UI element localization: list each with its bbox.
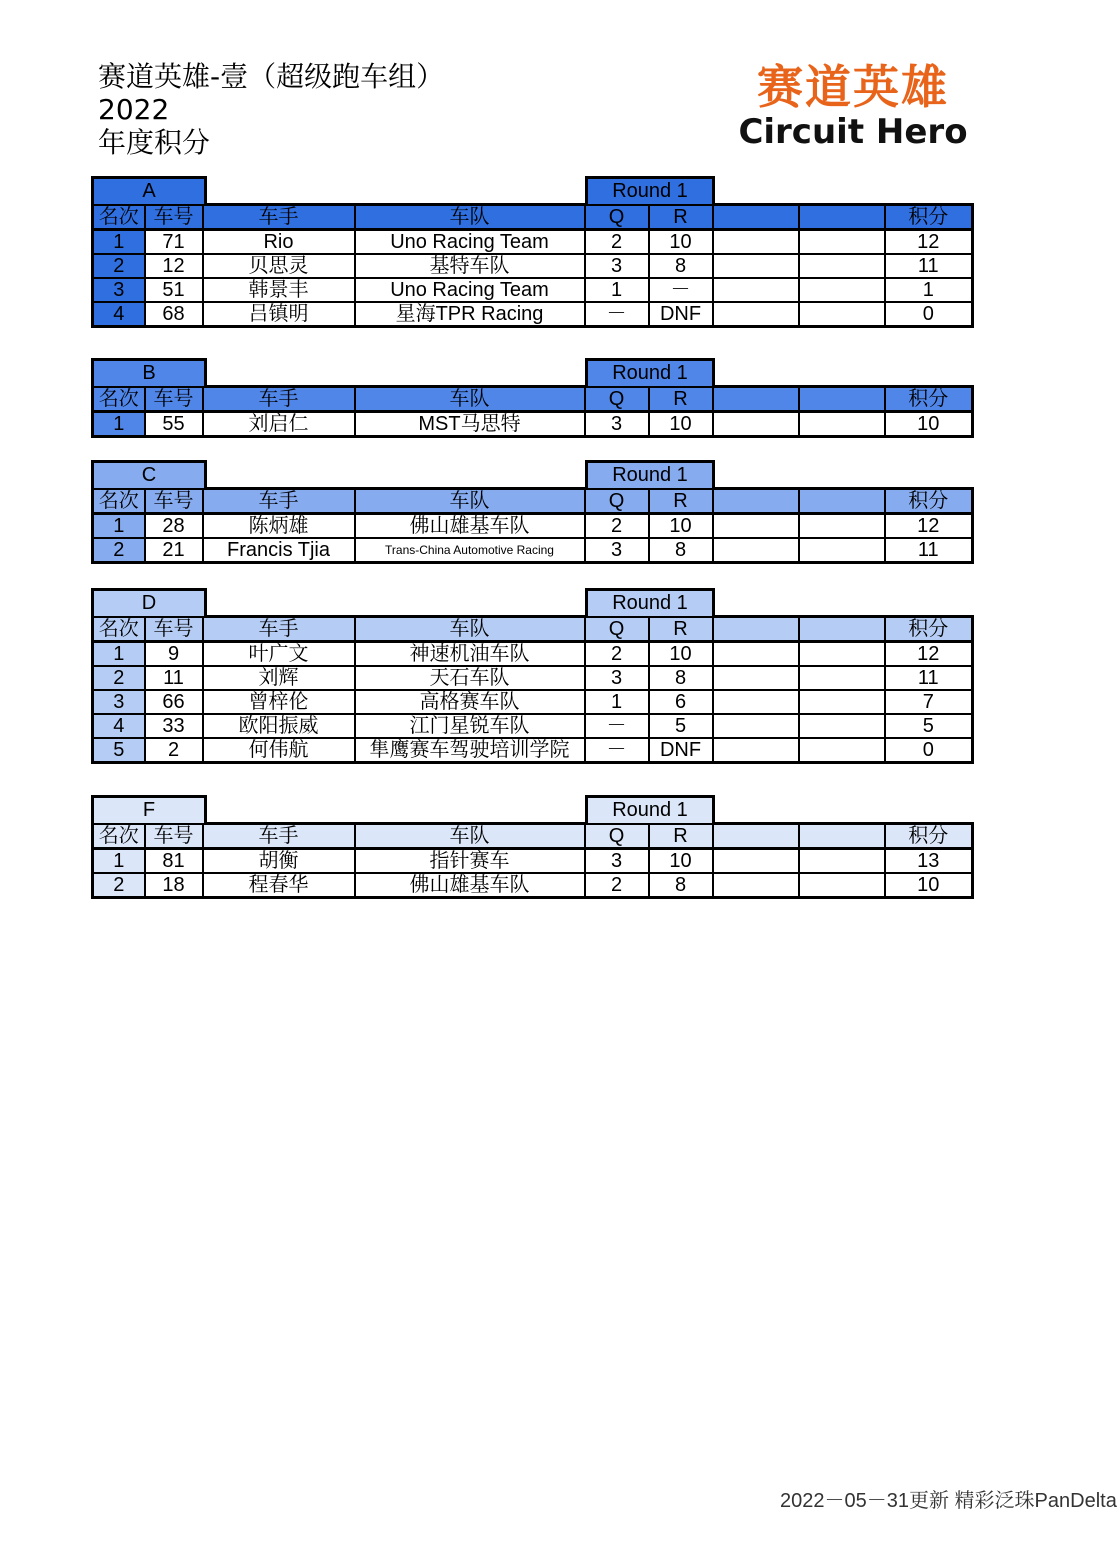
column-header: 车手: [203, 489, 355, 514]
race-cell: 10: [649, 514, 713, 539]
empty-cell: [713, 538, 799, 563]
car-number-cell: 28: [145, 514, 203, 539]
qualifying-cell: 2: [585, 514, 649, 539]
team-cell: MST马思特: [355, 412, 585, 437]
group-header-row: [91, 358, 974, 385]
driver-cell: Rio: [203, 230, 355, 255]
empty-cell: [713, 690, 799, 714]
column-header: R: [649, 489, 713, 514]
team-cell: 佛山雄基车队: [355, 514, 585, 539]
rank-cell: 1: [93, 230, 145, 255]
car-number-cell: 9: [145, 642, 203, 667]
rank-cell: 2: [93, 254, 145, 278]
round-label: Round 1: [585, 358, 715, 386]
group-header-row: [91, 176, 974, 203]
qualifying-cell: 3: [585, 666, 649, 690]
empty-cell: [713, 738, 799, 763]
round-label: Round 1: [585, 795, 715, 823]
team-cell: 江门星锐车队: [355, 714, 585, 738]
column-header: 车手: [203, 387, 355, 412]
driver-cell: 欧阳振威: [203, 714, 355, 738]
empty-cell: [799, 849, 885, 874]
qualifying-cell: －: [585, 302, 649, 327]
qualifying-cell: 2: [585, 230, 649, 255]
column-header: 积分: [885, 489, 973, 514]
column-header: 车号: [145, 387, 203, 412]
group-b-standings: [91, 358, 974, 438]
column-header: 车队: [355, 205, 585, 230]
points-cell: 11: [885, 254, 973, 278]
column-header: 车号: [145, 617, 203, 642]
car-number-cell: 51: [145, 278, 203, 302]
qualifying-cell: 2: [585, 873, 649, 898]
empty-cell: [799, 412, 885, 437]
car-number-cell: 2: [145, 738, 203, 763]
footer-watermark: 2022－05－31更新 精彩泛珠PanDelta: [780, 1490, 1117, 1512]
points-cell: 12: [885, 514, 973, 539]
column-header: 车队: [355, 824, 585, 849]
standings-table: [91, 487, 974, 564]
group-header-row: [91, 460, 974, 487]
table-header-row: [93, 489, 973, 514]
table-row: [93, 738, 973, 763]
column-header: [713, 617, 799, 642]
column-header: 车手: [203, 824, 355, 849]
column-header: Q: [585, 205, 649, 230]
column-header: R: [649, 387, 713, 412]
group-label: D: [91, 588, 207, 616]
empty-cell: [799, 538, 885, 563]
points-cell: 11: [885, 666, 973, 690]
driver-cell: 贝思灵: [203, 254, 355, 278]
column-header: [799, 205, 885, 230]
group-label: C: [91, 460, 207, 488]
qualifying-cell: 3: [585, 849, 649, 874]
empty-cell: [713, 666, 799, 690]
table-row: [93, 849, 973, 874]
column-header: 积分: [885, 617, 973, 642]
empty-cell: [799, 690, 885, 714]
team-cell: Trans-China Automotive Racing: [355, 538, 585, 563]
driver-cell: 胡衡: [203, 849, 355, 874]
table-header-row: [93, 617, 973, 642]
empty-cell: [713, 278, 799, 302]
column-header: [713, 387, 799, 412]
car-number-cell: 11: [145, 666, 203, 690]
rank-cell: 1: [93, 642, 145, 667]
empty-cell: [713, 302, 799, 327]
driver-cell: 刘辉: [203, 666, 355, 690]
empty-cell: [799, 278, 885, 302]
standings-table: [91, 385, 974, 438]
qualifying-cell: 3: [585, 412, 649, 437]
column-header: 积分: [885, 824, 973, 849]
car-number-cell: 71: [145, 230, 203, 255]
race-cell: －: [649, 278, 713, 302]
car-number-cell: 66: [145, 690, 203, 714]
column-header: [713, 489, 799, 514]
table-row: [93, 690, 973, 714]
team-cell: Uno Racing Team: [355, 230, 585, 255]
race-cell: DNF: [649, 738, 713, 763]
driver-cell: 何伟航: [203, 738, 355, 763]
page-header: [98, 60, 444, 159]
round-label: Round 1: [585, 460, 715, 488]
column-header: Q: [585, 489, 649, 514]
column-header: 车手: [203, 617, 355, 642]
group-label: B: [91, 358, 207, 386]
column-header: R: [649, 617, 713, 642]
column-header: [713, 205, 799, 230]
empty-cell: [799, 666, 885, 690]
qualifying-cell: 3: [585, 254, 649, 278]
column-header: [799, 824, 885, 849]
standings-table: [91, 615, 974, 764]
column-header: Q: [585, 824, 649, 849]
points-cell: 0: [885, 738, 973, 763]
group-header-row: [91, 588, 974, 615]
column-header: 名次: [93, 387, 145, 412]
group-header-row: [91, 795, 974, 822]
table-header-row: [93, 205, 973, 230]
column-header: 车队: [355, 387, 585, 412]
column-header: 车队: [355, 617, 585, 642]
table-row: [93, 666, 973, 690]
empty-cell: [713, 412, 799, 437]
table-header-row: [93, 824, 973, 849]
points-cell: 12: [885, 230, 973, 255]
rank-cell: 3: [93, 690, 145, 714]
points-cell: 1: [885, 278, 973, 302]
driver-cell: Francis Tjia: [203, 538, 355, 563]
qualifying-cell: 1: [585, 278, 649, 302]
column-header: 名次: [93, 489, 145, 514]
race-cell: DNF: [649, 302, 713, 327]
team-cell: 指针赛车: [355, 849, 585, 874]
round-label: Round 1: [585, 588, 715, 616]
race-cell: 10: [649, 849, 713, 874]
empty-cell: [799, 514, 885, 539]
empty-cell: [713, 514, 799, 539]
points-cell: 10: [885, 412, 973, 437]
empty-cell: [713, 849, 799, 874]
car-number-cell: 33: [145, 714, 203, 738]
rank-cell: 4: [93, 302, 145, 327]
column-header: 车号: [145, 205, 203, 230]
race-cell: 5: [649, 714, 713, 738]
table-row: [93, 302, 973, 327]
table-row: [93, 230, 973, 255]
column-header: 积分: [885, 205, 973, 230]
car-number-cell: 81: [145, 849, 203, 874]
car-number-cell: 21: [145, 538, 203, 563]
qualifying-cell: 1: [585, 690, 649, 714]
empty-cell: [799, 230, 885, 255]
group-c-standings: [91, 460, 974, 564]
driver-cell: 曾梓伦: [203, 690, 355, 714]
table-row: [93, 514, 973, 539]
team-cell: 隼鹰赛车驾驶培训学院: [355, 738, 585, 763]
qualifying-cell: 2: [585, 642, 649, 667]
team-cell: 佛山雄基车队: [355, 873, 585, 898]
column-header: Q: [585, 617, 649, 642]
group-f-standings: [91, 795, 974, 899]
column-header: 车队: [355, 489, 585, 514]
race-cell: 10: [649, 642, 713, 667]
page-title: 赛道英雄-壹（超级跑车组）: [98, 60, 445, 93]
team-cell: 星海TPR Racing: [355, 302, 585, 327]
page-year: 2022: [98, 93, 170, 126]
team-cell: 神速机油车队: [355, 642, 585, 667]
race-cell: 10: [649, 230, 713, 255]
column-header: [799, 617, 885, 642]
rank-cell: 1: [93, 849, 145, 874]
table-row: [93, 642, 973, 667]
qualifying-cell: －: [585, 738, 649, 763]
points-cell: 0: [885, 302, 973, 327]
rank-cell: 2: [93, 666, 145, 690]
empty-cell: [713, 714, 799, 738]
empty-cell: [799, 254, 885, 278]
car-number-cell: 55: [145, 412, 203, 437]
driver-cell: 吕镇明: [203, 302, 355, 327]
car-number-cell: 18: [145, 873, 203, 898]
round-label: Round 1: [585, 176, 715, 204]
column-header: [799, 489, 885, 514]
points-cell: 7: [885, 690, 973, 714]
rank-cell: 3: [93, 278, 145, 302]
team-cell: Uno Racing Team: [355, 278, 585, 302]
page-subtitle: 年度积分: [98, 126, 211, 159]
driver-cell: 韩景丰: [203, 278, 355, 302]
team-cell: 天石车队: [355, 666, 585, 690]
race-cell: 6: [649, 690, 713, 714]
logo-cn: 赛道英雄: [757, 60, 949, 114]
column-header: R: [649, 205, 713, 230]
standings-table: [91, 203, 974, 328]
race-cell: 10: [649, 412, 713, 437]
table-row: [93, 412, 973, 437]
empty-cell: [713, 230, 799, 255]
qualifying-cell: 3: [585, 538, 649, 563]
rank-cell: 2: [93, 873, 145, 898]
empty-cell: [713, 873, 799, 898]
points-cell: 12: [885, 642, 973, 667]
points-cell: 13: [885, 849, 973, 874]
empty-cell: [799, 302, 885, 327]
group-a-standings: [91, 176, 974, 328]
logo-en: Circuit Hero: [738, 112, 968, 152]
column-header: [713, 824, 799, 849]
column-header: 积分: [885, 387, 973, 412]
empty-cell: [799, 738, 885, 763]
race-cell: 8: [649, 538, 713, 563]
empty-cell: [799, 642, 885, 667]
group-label: F: [91, 795, 207, 823]
circuit-hero-logo: [722, 62, 984, 152]
rank-cell: 4: [93, 714, 145, 738]
empty-cell: [799, 873, 885, 898]
points-cell: 5: [885, 714, 973, 738]
column-header: 车手: [203, 205, 355, 230]
team-cell: 基特车队: [355, 254, 585, 278]
qualifying-cell: －: [585, 714, 649, 738]
empty-cell: [799, 714, 885, 738]
column-header: [799, 387, 885, 412]
group-d-standings: [91, 588, 974, 764]
column-header: 名次: [93, 824, 145, 849]
car-number-cell: 12: [145, 254, 203, 278]
table-row: [93, 538, 973, 563]
driver-cell: 陈炳雄: [203, 514, 355, 539]
car-number-cell: 68: [145, 302, 203, 327]
points-cell: 10: [885, 873, 973, 898]
standings-table: [91, 822, 974, 899]
rank-cell: 5: [93, 738, 145, 763]
table-row: [93, 278, 973, 302]
table-row: [93, 254, 973, 278]
column-header: 名次: [93, 617, 145, 642]
column-header: 车号: [145, 489, 203, 514]
empty-cell: [713, 642, 799, 667]
rank-cell: 1: [93, 514, 145, 539]
table-header-row: [93, 387, 973, 412]
column-header: 车号: [145, 824, 203, 849]
column-header: Q: [585, 387, 649, 412]
rank-cell: 2: [93, 538, 145, 563]
table-row: [93, 714, 973, 738]
driver-cell: 叶广文: [203, 642, 355, 667]
empty-cell: [713, 254, 799, 278]
driver-cell: 刘启仁: [203, 412, 355, 437]
race-cell: 8: [649, 254, 713, 278]
race-cell: 8: [649, 666, 713, 690]
points-cell: 11: [885, 538, 973, 563]
race-cell: 8: [649, 873, 713, 898]
column-header: 名次: [93, 205, 145, 230]
table-row: [93, 873, 973, 898]
column-header: R: [649, 824, 713, 849]
group-label: A: [91, 176, 207, 204]
rank-cell: 1: [93, 412, 145, 437]
team-cell: 高格赛车队: [355, 690, 585, 714]
driver-cell: 程春华: [203, 873, 355, 898]
